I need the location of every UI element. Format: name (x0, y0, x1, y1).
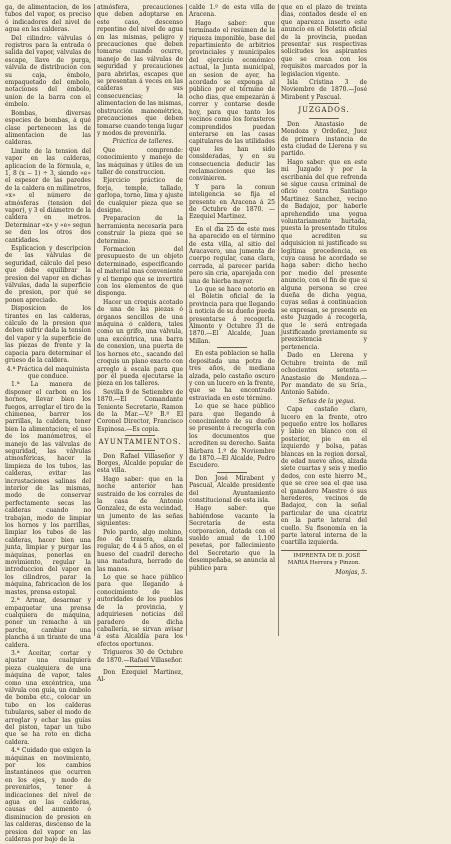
column-3 (187, 4, 277, 636)
paragraph: Hacer un croquis acotado de una de las piezas ó órganos sencillos de una máquina ó caldera, tales como un grifo, una válvula, una excéntrica, una barra de conexion, una puerta de los hornos etc., sacando del croquis un plano exacto con arreglo á escala para que por él pueda ejecutarse la pieza en los talleres. (97, 298, 183, 388)
separator (309, 118, 339, 119)
paragraph: Capa castaño claro, lucero en la frente, otro pequeño entre los hollares y labio en blanco con el posterior, pie en el izquierdo y bolsa, patas blancas en la region dorsal, de edad nueve años, alzada siete cuartas y seis y medio dedos, con este hierro M., que se cree sea el que usa el ganadero Maestre ó sus herederos, vecinos de Badajoz, con la señal particular de una cicatriz en la parte lateral del cuello. Su fisonomía en la parte lateral interna de la cuartilla izquierda. (281, 406, 367, 547)
paragraph: 4.ª Cuidado que exigen la máquinas en movimiento, por los cambios instantáneos que ocurren en los ejes, y modo de prevenirlos, tener á indicaciones del nivel de agua en las calderas, causas del aumento ó disminucion de presion en las calderas, descenso de la presion del vapor en las calderas por bajo de la (5, 747, 91, 844)
subsection-title: Señas de la yegua. (298, 397, 356, 405)
paragraph: En esta poblacion se halla depositada una potra de tres años, de mediana alzada, pelo castaño oscuro y con un lucero en la frente, que se ha encontrado estraviada en este término. (189, 350, 275, 402)
separator (125, 435, 155, 436)
separator (217, 472, 247, 473)
separator (309, 103, 339, 104)
paragraph: 2.ª Armar, desarmar y empaquetar una prensa cualquiera de máquina, poner un remache á un parche, cambiar una plancha á un tirante de una caldera. (5, 597, 91, 649)
paragraph: Del cilindro: válvulas ó registros para la entrada ó salida del vapor, válvulas de escape, llave de purga, válvula de distribucion con su caja, émbolo, empaquetado del embolo, notaciones del émbolo, union de la barra con el émbolo. (5, 34, 91, 109)
separator (217, 223, 247, 224)
paragraph: Pelo pardo, algo mohino, feo de trasera, alzada regular, de 4 á 5 años, en el hueso del cuadril derecho una matadura, herrado de las manos. (97, 528, 183, 573)
paragraph: Disposicion de los tirantes en las calderas, cálculo de la presion que deben sufrir dada la tension del vapor y la superficie de las piezas de frente y la capacia para determinar el grueso de la caldera. (5, 305, 91, 365)
paragraph: Preparacion de la herramienta necesaria para construir la pieza que se determine. (97, 215, 183, 245)
paragraph: atmósfera, precauciones que deben adoptarse en este caso, descenso repentino del nivel de agua en las mismas, peligro y precauciones que deben tomarse cuando ocurre, manejo de las válvulas de seguridad y precauciones para abrirlas, escapes que se presentan á veces en las calderas y sus consecuencias; la alimentacion de las mismas, obstrucción manométrica, precauciones que deben tomarse cuando tenga lugar y modos de prevenirla. (97, 4, 183, 137)
imprint-address: Monjas, 5. (335, 568, 367, 576)
paragraph: Lo que se hace público para que llegando á conocimiento de su dueño se presente á recogerla con los documentos que acrediten su derecho. Santa Bárbara 1.º de Noviembre de 1870.—El Alcalde, Pedro Escudero. (189, 403, 275, 470)
paragraph: Ejercicio práctico de forja, temple, tallado, garlopa, torno, lima y ajuste de cualquier pieza que se designe. (97, 177, 183, 214)
paragraph: Lo que se hace notorio en el Boletin oficial de la provincia para que llegando á noticia de su dueño pueda presentarse á recogerla. Almonte y Octubre 31 de 1870.—El Alcalde, Juan Millan. (189, 286, 275, 345)
paragraph: Bombas, diversas especies de bombas, á qué clase pertenecen las de alimentacion de las calderas. (5, 109, 91, 147)
paragraph: ga, de alimentacion, de los tubos del vapor, es preciso ó indicadores del nivel de agua en las calderas. (5, 4, 91, 34)
paragraph: Esplicacion y descripcion de las válvulas de seguridad, cálculo del peso que debe equilibrar la presion del vapor en dichas válvulas, dada la superficie de presion, por qué se ponen apreciado. (5, 245, 91, 304)
paragraph: Hago saber: que en este mi Juzgado y por la escribanía del que refrenda se sigue causa criminal de oficio contra Santiago Martinez Sanchez, vecino de Badajoz, por haberle aprehendido una yegua voluntariamente hurtada, puesta la presentado titulos que acrediten su adquisicion ni justificado su legítima procedencia, en cuya causa he acordado se haga saber: dicho hecho por medio del presente anuncio, con el fin de que si alguna persona se cree dueña de dicha yegua, cuyas señas á continuacion se expresan, se presente en este Juzgado á recogerla, que le será entregada justificando previamente su preexistencia y pertenencia. (281, 158, 367, 351)
paragraph: Trigueros 30 de Octubre de 1870.—Rafael Villaseñor. (97, 649, 183, 664)
separator (125, 666, 155, 667)
section-heading: 4.ª Práctica del maquinista que conduce. (6, 365, 90, 380)
paragraph: Hago saber: que terminado el resúmen de la riqueza imponible, base del repartimiento de arbitrios provinciales y municipales del ejercicio económico actual, la Junta municipal, en sesion de ayer, ha acordado se exponga al público por el término de ocho dias, que empezarán á correr y contarse desde hoy, para que tanto los vecinos como los forasteros comprendidos puedan enterarse en las casas capitulares de las utilidades que les han sido consideradas, y en su consecuencia deducir las reclamaciones que les convinieren. (189, 19, 275, 183)
paragraph: Sevilla 9 de Setiembre de 1870.—El Comandante Teniente Secretario, Ramon de la Mar.—V.º B.º El Coronel Director, Francisco Espinosa.—Es copia. (97, 388, 183, 433)
paragraph: Don Ezequiel Martinez, Al- (97, 668, 183, 684)
separator (281, 550, 367, 551)
separator (125, 450, 155, 451)
imprint: IMPRENTA DE D. JOSÉ MARIA Herrera y Pinzon. (287, 552, 361, 567)
paragraph: Lo que se hace público para que llegando á conocimiento de las autoridades de los pueblos de la provincia, y adquiriesen noticias del paradero de dicha caballería, se sirvan avisar á esta Alcaldía para los efectos oportunos. (97, 574, 183, 648)
paragraph: Limite de la tension del vapor en las calderas, aplicacion de la fórmula, e, 1, 8 (x − 1) ÷ 3, siendo «e» el espesor de las paredes de la caldera en milímetros, «x» el número de atmósferas (tension del vapor), y 3 el diámetro de la caldera en metros. Determinar «x» y «e» segun se den los otros dos cantidades. (5, 147, 92, 244)
column-2 (95, 4, 185, 684)
column-1 (3, 4, 93, 844)
section-title-juzgados: JUZGADOS. (298, 106, 350, 115)
paragraph: 1.ª La manera de disponer el carbon en los hornos, llevar bien los fuegos, arreglar el tiro de la chimenea, barrer los parrillas, la caldera, tener bien la alimentacion; el uso de los manómetros, el manejo de las válvulas de seguridad, las válvulas atmosféricas, hacer la limpieza de los tubos, las calderas, evitar las incrustaciones salinas del interior de las mismas, modo de conservar perfectamente secas las calderas cuando no trabajan, modo de limpiar los hornos y los parrillas, limpiar los tubos de las calderas, hacer bien una junta, limpiar y purgar las máquinas, ponerlas en movimiento, regular la introduccion del vapor en los cilindros, parar la máquina, fabricacion de los mastes, prensa estopal. (5, 381, 91, 596)
section-title-ayuntamientos: AYUNTAMIENTOS. (98, 438, 182, 447)
paragraph: Dado en Llerena y Octubre treinta de mil ochocientos setenta.—Anastasio de Mendoza.—Por mandato de su Sría., Antonio Sabido. (281, 352, 367, 397)
paragraph: Formacion del presupuesto de un objeto determinado, especificando el material mas conveniente y el tiempo que se invertirá con los elementos de que disponga. (97, 246, 183, 298)
paragraph: Hago saber: que habiéndose vacante la Secretaría de esta corporacion, dotada con el sueldo anual de 1.100 pesetas, por fallecimiento del Secretario que la desempeñaba, se anuncia al público para (189, 505, 275, 572)
separator (217, 347, 247, 348)
paragraph: Y para la comun inteligencia se fija el presente en Aracena á 25 de Octubre de 1870. —Ezequiel Martinez. (189, 183, 275, 221)
paragraph: calde 1.º de esta villa de Aracena. (189, 4, 275, 19)
paragraph: Don Rafael Villaseñor y Borges, Alcalde popular de esta villa. (97, 452, 183, 475)
paragraph: En el dia 25 de este mes ha aparecido en el término de esta villa, al sitio del Aracavero, una jumenta de cuerpo regular, cana clara, cerrada, al parecer parida pero sin cria, aparejada con una de hierba mayor. (189, 225, 275, 285)
paragraph: Isla Cristina 3 de Noviembre de 1870.—José Mirabent y Pascual. (281, 79, 367, 101)
subsection-title: Práctica de talleres. (112, 138, 174, 146)
column-4 (279, 4, 369, 636)
paragraph: Hago saber: que en la noche anterior han sustraido de los corrales de la casa de Antonio Gonzalez, de esta vecindad, un jumento de las señas siguientes: (97, 475, 183, 528)
paragraph: que en el plazo de treinta dias, contados desde el en que aparezca inserto este anuncio en el Boletin oficial de la provincia, puedan presentar sus respectivas solicitudes los aspirantes que se crean con los requisitos marcados por la legislacion vigente. (281, 4, 367, 78)
paragraph: Don Anastasio de Mendoza y Ordoñez, Juez de primera instancia de esta ciudad de Llerena y su partido. (281, 120, 367, 158)
paragraph: Don José Mirabent y Pascual, Alcalde presidente del Ayuntamiento constitucional de esta isla. (189, 474, 275, 504)
paragraph: Que comprende: conocimiento y manejo de las máquinas y útiles de un taller de construccion. (97, 146, 183, 176)
paragraph: 3.ª Aceitar, cortar y ajustar una cualquiera pieza cualquiera de una máquina de vapor, tales como una excéntrica, una válvula con guía, un émbolo de bomba etc., colocar un tubo en los calderas tubulares, saber el modo de arreglar y echar las guías del piston, tapar un tubo que se ha roto en dicha caldera. (5, 649, 91, 746)
